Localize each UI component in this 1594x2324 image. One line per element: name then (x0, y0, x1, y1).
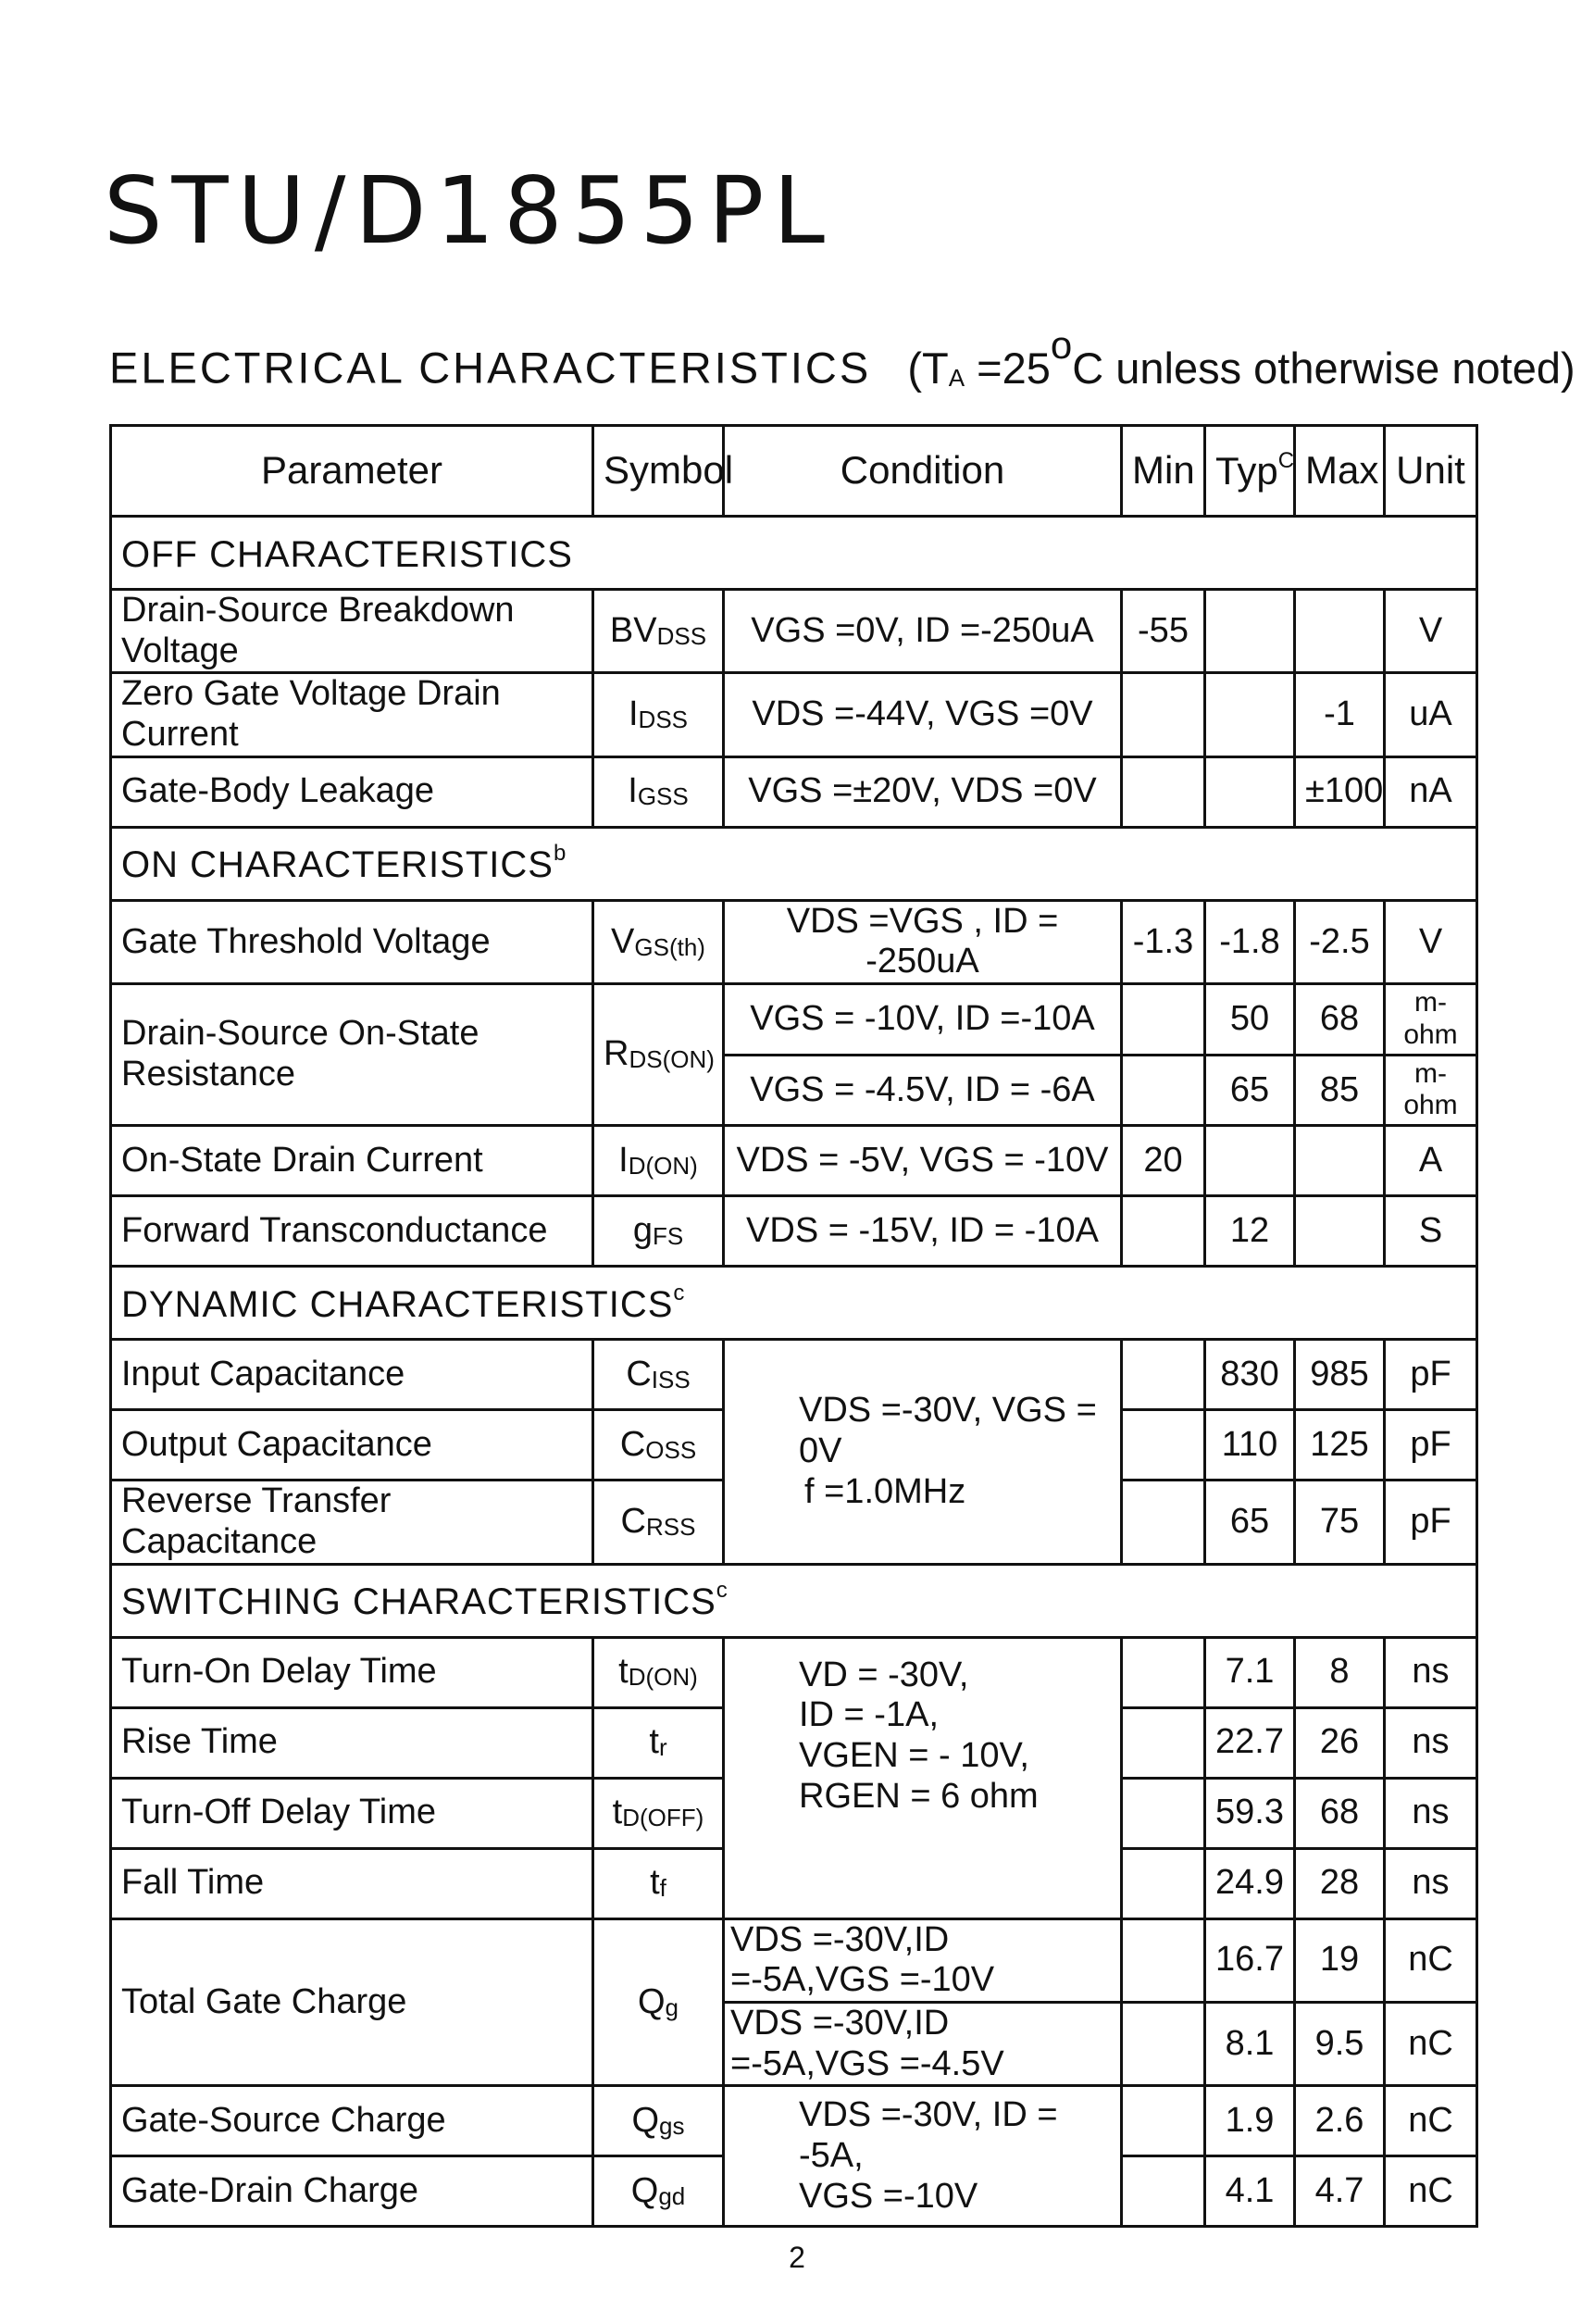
unit-cell: pF (1385, 1340, 1477, 1410)
section-on-label: ON CHARACTERISTICS$^b$ (111, 827, 1477, 900)
symbol-cell: $C_{ISS}$ (593, 1340, 724, 1410)
symbol-cell: $V_{GS(th)}$ (593, 900, 724, 983)
condition-cell: VDS = -5V, VGS = -10V (724, 1126, 1122, 1196)
section-off-label: OFF CHARACTERISTICS (111, 517, 1477, 590)
unit-cell: nA (1385, 756, 1477, 827)
header-condition: Condition (724, 426, 1122, 517)
typ-cell: 22.7 (1205, 1707, 1295, 1778)
table-row (111, 1340, 1477, 1410)
unit-cell: nC (1385, 2086, 1477, 2156)
typ-cell: 65 (1205, 1055, 1295, 1126)
header-parameter: Parameter (111, 426, 593, 517)
symbol-cell: $t_{D(OFF)}$ (593, 1778, 724, 1848)
header-typ: Typ$^C$ (1205, 426, 1295, 517)
min-cell (1122, 756, 1205, 827)
param-cell: Reverse Transfer Capacitance (111, 1481, 593, 1564)
param-cell: Gate-Body Leakage (111, 756, 593, 827)
symbol-cell: $Q_{gs}$ (593, 2086, 724, 2156)
max-cell: 28 (1295, 1848, 1385, 1918)
max-cell: ±100 (1295, 756, 1385, 827)
max-cell (1295, 590, 1385, 673)
table-row (111, 900, 1477, 983)
symbol-cell: $C_{OSS}$ (593, 1410, 724, 1481)
symbol-cell: $R_{DS(ON)}$ (593, 984, 724, 1126)
unit-cell: pF (1385, 1481, 1477, 1564)
max-cell: 9.5 (1295, 2002, 1385, 2085)
param-cell: Input Capacitance (111, 1340, 593, 1410)
typ-cell: 110 (1205, 1410, 1295, 1481)
heading-condition: ($T_A =25^oC$ unless otherwise noted) (907, 323, 1575, 393)
condition-line: VGEN = - 10V, (799, 1735, 1029, 1775)
symbol-cell: $I_{D(ON)}$ (593, 1126, 724, 1196)
min-cell: -55 (1122, 590, 1205, 673)
condition-cell (724, 2086, 1122, 2227)
header-row (111, 426, 1477, 517)
unit-cell: ns (1385, 1848, 1477, 1918)
min-cell (1122, 1340, 1205, 1410)
table-row (111, 756, 1477, 827)
symbol-cell: $C_{RSS}$ (593, 1481, 724, 1564)
min-cell: -1.3 (1122, 900, 1205, 983)
min-cell (1122, 1918, 1205, 2002)
max-cell (1295, 1126, 1385, 1196)
document-title: STU/D1855PL (104, 156, 834, 265)
section-row (111, 1564, 1477, 1637)
condition-cell: VDS = -15V, ID = -10A (724, 1196, 1122, 1267)
unit-cell: ns (1385, 1707, 1477, 1778)
typ-cell: 24.9 (1205, 1848, 1295, 1918)
typ-cell: 1.9 (1205, 2086, 1295, 2156)
max-cell: 8 (1295, 1637, 1385, 1707)
header-min: Min (1122, 426, 1205, 517)
condition-cell: VGS =±20V, VDS =0V (724, 756, 1122, 827)
condition-cell (724, 1340, 1122, 1564)
symbol-cell: $g_{FS}$ (593, 1196, 724, 1267)
unit-cell: V (1385, 590, 1477, 673)
unit-cell: V (1385, 900, 1477, 983)
unit-cell: m-ohm (1385, 984, 1477, 1056)
max-cell (1295, 1196, 1385, 1267)
unit-cell: m-ohm (1385, 1055, 1477, 1126)
max-cell: 68 (1295, 984, 1385, 1056)
min-cell (1122, 984, 1205, 1056)
unit-cell: nC (1385, 2156, 1477, 2227)
unit-cell: nC (1385, 2002, 1477, 2085)
unit-cell: ns (1385, 1637, 1477, 1707)
condition-line: VD = -30V, (799, 1655, 969, 1694)
min-cell (1122, 1055, 1205, 1126)
param-cell: Zero Gate Voltage Drain Current (111, 673, 593, 756)
param-cell: Fall Time (111, 1848, 593, 1918)
unit-cell: A (1385, 1126, 1477, 1196)
table-row (111, 1196, 1477, 1267)
max-cell: 125 (1295, 1410, 1385, 1481)
condition-line: ID = -1A, (799, 1695, 939, 1735)
typ-cell: 50 (1205, 984, 1295, 1056)
min-cell (1122, 1196, 1205, 1267)
page-number: 2 (789, 2241, 805, 2274)
param-cell: Total Gate Charge (111, 1918, 593, 2086)
symbol-cell: $Q_g$ (593, 1918, 724, 2086)
condition-cell: VDS =-44V, VGS =0V (724, 673, 1122, 756)
electrical-characteristics-table (109, 424, 1478, 2228)
min-cell: 20 (1122, 1126, 1205, 1196)
param-cell: Drain-Source On-State Resistance (111, 984, 593, 1126)
typ-cell: 12 (1205, 1196, 1295, 1267)
max-cell: 985 (1295, 1340, 1385, 1410)
typ-cell (1205, 673, 1295, 756)
header-max: Max (1295, 426, 1385, 517)
typ-cell (1205, 1126, 1295, 1196)
min-cell (1122, 1778, 1205, 1848)
unit-cell: nC (1385, 1918, 1477, 2002)
min-cell (1122, 1481, 1205, 1564)
typ-cell (1205, 756, 1295, 827)
max-cell: -1 (1295, 673, 1385, 756)
typ-cell: -1.8 (1205, 900, 1295, 983)
param-cell: Turn-Off Delay Time (111, 1778, 593, 1848)
param-cell: Output Capacitance (111, 1410, 593, 1481)
min-cell (1122, 2086, 1205, 2156)
typ-cell: 59.3 (1205, 1778, 1295, 1848)
header-unit: Unit (1385, 426, 1477, 517)
param-cell: Turn-On Delay Time (111, 1637, 593, 1707)
max-cell: 4.7 (1295, 2156, 1385, 2227)
param-cell: Rise Time (111, 1707, 593, 1778)
condition-line: f =1.0MHz (804, 1471, 966, 1511)
min-cell (1122, 673, 1205, 756)
param-cell: On-State Drain Current (111, 1126, 593, 1196)
condition-line: VGS =-10V (799, 2176, 978, 2216)
section-heading (109, 323, 1575, 393)
typ-cell: 830 (1205, 1340, 1295, 1410)
symbol-cell: $t_f$ (593, 1848, 724, 1918)
condition-line: VDS =-30V, ID = -5A, (799, 2095, 1058, 2175)
symbol-cell: $t_r$ (593, 1707, 724, 1778)
symbol-cell: $t_{D(ON)}$ (593, 1637, 724, 1707)
table-row (111, 673, 1477, 756)
typ-cell: 4.1 (1205, 2156, 1295, 2227)
section-row (111, 827, 1477, 900)
typ-cell: 65 (1205, 1481, 1295, 1564)
condition-cell: VDS =-30V,ID =-5A,VGS =-10V (724, 1918, 1122, 2002)
condition-line: VDS =-30V, VGS = 0V (799, 1391, 1097, 1470)
max-cell: 19 (1295, 1918, 1385, 2002)
heading-main: ELECTRICAL CHARACTERISTICS (109, 343, 872, 393)
section-dynamic-label: DYNAMIC CHARACTERISTICS$^c$ (111, 1267, 1477, 1340)
condition-cell: VGS =0V, ID =-250uA (724, 590, 1122, 673)
unit-cell: pF (1385, 1410, 1477, 1481)
table-row (111, 2086, 1477, 2156)
min-cell (1122, 1410, 1205, 1481)
unit-cell: uA (1385, 673, 1477, 756)
max-cell: 85 (1295, 1055, 1385, 1126)
condition-cell: VGS = -10V, ID =-10A (724, 984, 1122, 1056)
param-cell: Gate-Source Charge (111, 2086, 593, 2156)
max-cell: -2.5 (1295, 900, 1385, 983)
table-row (111, 1126, 1477, 1196)
min-cell (1122, 1848, 1205, 1918)
condition-cell: VGS = -4.5V, ID = -6A (724, 1055, 1122, 1126)
typ-cell: 7.1 (1205, 1637, 1295, 1707)
max-cell: 68 (1295, 1778, 1385, 1848)
unit-cell: ns (1385, 1778, 1477, 1848)
typ-cell: 16.7 (1205, 1918, 1295, 2002)
typ-cell: 8.1 (1205, 2002, 1295, 2085)
min-cell (1122, 2002, 1205, 2085)
max-cell: 2.6 (1295, 2086, 1385, 2156)
header-symbol: Symbol (593, 426, 724, 517)
max-cell: 75 (1295, 1481, 1385, 1564)
section-switching-label: SWITCHING CHARACTERISTICS$^c$ (111, 1564, 1477, 1637)
param-cell: Gate-Drain Charge (111, 2156, 593, 2227)
min-cell (1122, 1707, 1205, 1778)
condition-line: RGEN = 6 ohm (799, 1776, 1039, 1816)
table-row (111, 590, 1477, 673)
condition-cell: VDS =VGS , ID = -250uA (724, 900, 1122, 983)
section-row (111, 517, 1477, 590)
symbol-cell: $Q_{gd}$ (593, 2156, 724, 2227)
symbol-cell: $I_{GSS}$ (593, 756, 724, 827)
table-row (111, 1637, 1477, 1707)
section-row (111, 1267, 1477, 1340)
symbol-cell: $I_{DSS}$ (593, 673, 724, 756)
param-cell: Drain-Source Breakdown Voltage (111, 590, 593, 673)
condition-cell: VDS =-30V,ID =-5A,VGS =-4.5V (724, 2002, 1122, 2085)
min-cell (1122, 1637, 1205, 1707)
param-cell: Forward Transconductance (111, 1196, 593, 1267)
table-row (111, 984, 1477, 1056)
max-cell: 26 (1295, 1707, 1385, 1778)
param-cell: Gate Threshold Voltage (111, 900, 593, 983)
unit-cell: S (1385, 1196, 1477, 1267)
min-cell (1122, 2156, 1205, 2227)
symbol-cell: $BV_{DSS}$ (593, 590, 724, 673)
typ-cell (1205, 590, 1295, 673)
condition-cell (724, 1637, 1122, 1918)
table-row (111, 1918, 1477, 2002)
